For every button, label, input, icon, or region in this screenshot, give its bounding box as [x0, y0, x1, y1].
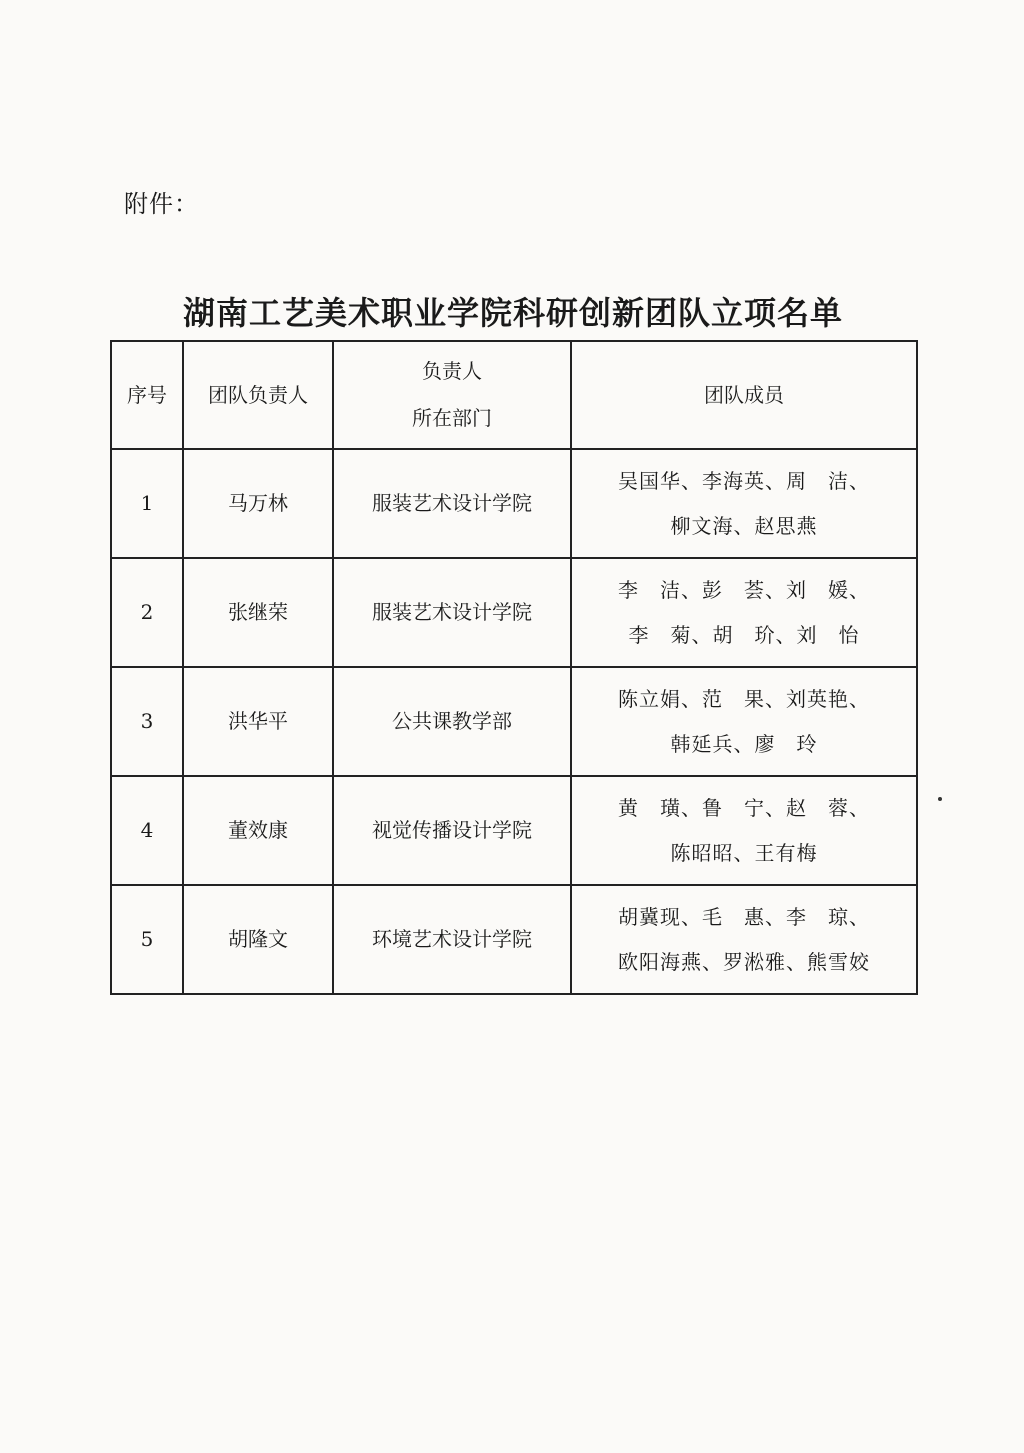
members-line-2: 韩延兵、廖 玲	[670, 731, 818, 756]
row-members	[571, 776, 917, 885]
members-line-2: 李 菊、胡 玠、刘 怡	[628, 622, 860, 647]
row-members	[571, 667, 917, 776]
row-dept: 环境艺术设计学院	[333, 885, 571, 994]
header-members: 团队成员	[571, 341, 917, 449]
header-no: 序号	[111, 341, 183, 449]
table-body	[111, 449, 917, 994]
row-dept: 视觉传播设计学院	[333, 776, 571, 885]
members-line-1: 黄 璜、鲁 宁、赵 蓉、	[618, 795, 870, 820]
row-leader: 马万林	[183, 449, 333, 558]
header-leader: 团队负责人	[183, 341, 333, 449]
row-dept: 公共课教学部	[333, 667, 571, 776]
table-row	[111, 449, 917, 558]
table-header	[111, 341, 917, 449]
row-no: 2	[111, 558, 183, 667]
document-title: 湖南工艺美术职业学院科研创新团队立项名单	[182, 294, 843, 332]
row-leader: 胡隆文	[183, 885, 333, 994]
header-dept-line1: 负责人	[422, 359, 482, 383]
members-line-1: 陈立娟、范 果、刘英艳、	[618, 686, 870, 711]
table-row	[111, 776, 917, 885]
header-dept-line2: 所在部门	[412, 406, 492, 430]
row-leader: 洪华平	[183, 667, 333, 776]
row-dept: 服装艺术设计学院	[333, 558, 571, 667]
header-row	[111, 341, 917, 449]
scan-speck	[938, 797, 942, 801]
row-leader: 张继荣	[183, 558, 333, 667]
members-line-2: 欧阳海燕、罗淞雅、熊雪姣	[618, 949, 870, 974]
row-dept: 服装艺术设计学院	[333, 449, 571, 558]
team-roster-table	[110, 340, 918, 995]
attachment-label: 附件：	[124, 190, 199, 218]
row-no: 5	[111, 885, 183, 994]
header-dept	[333, 341, 571, 449]
row-members	[571, 449, 917, 558]
members-line-2: 柳文海、赵思燕	[670, 513, 818, 538]
row-no: 4	[111, 776, 183, 885]
members-line-1: 吴国华、李海英、周 洁、	[618, 468, 870, 493]
table-row	[111, 667, 917, 776]
members-line-1: 李 洁、彭 荟、刘 媛、	[618, 577, 870, 602]
row-members	[571, 558, 917, 667]
members-line-2: 陈昭昭、王有梅	[670, 840, 818, 865]
members-line-1: 胡冀现、毛 惠、李 琼、	[618, 904, 870, 929]
row-leader: 董效康	[183, 776, 333, 885]
table-row	[111, 558, 917, 667]
row-no: 1	[111, 449, 183, 558]
row-no: 3	[111, 667, 183, 776]
table-row	[111, 885, 917, 994]
row-members	[571, 885, 917, 994]
